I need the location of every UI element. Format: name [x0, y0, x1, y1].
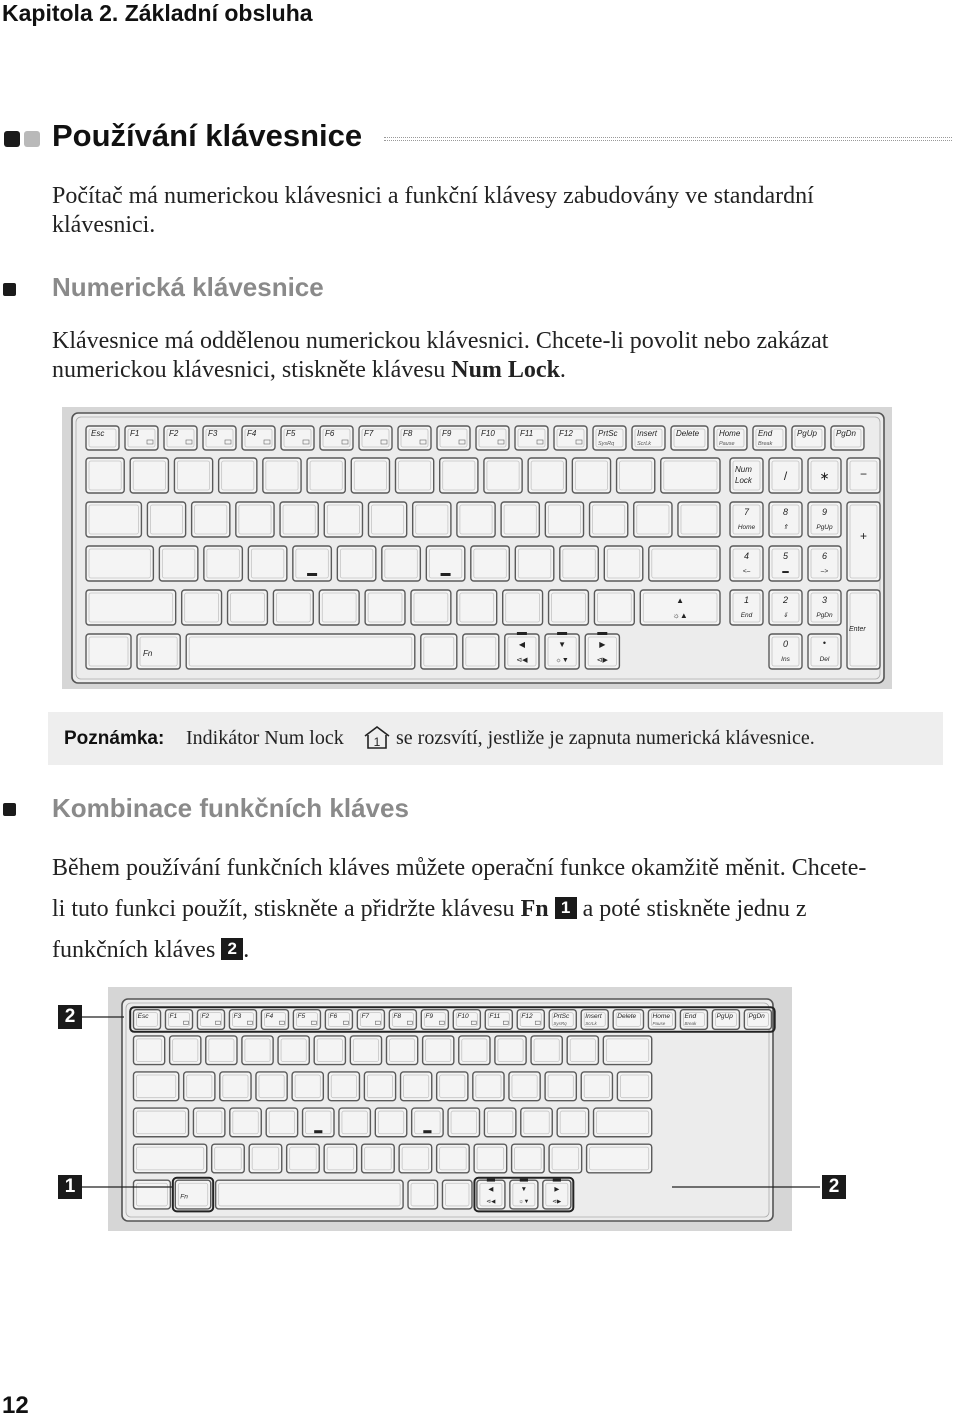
svg-text:▲: ▲ — [676, 596, 685, 605]
key — [368, 502, 406, 537]
svg-text:End: End — [740, 612, 753, 619]
svg-text:7: 7 — [743, 507, 750, 517]
text: li tuto funkci použít, stiskněte a přidržte klávesu — [52, 896, 521, 922]
key — [319, 590, 359, 625]
key — [307, 458, 345, 493]
callout-badge-1: 1 — [555, 897, 577, 919]
key — [411, 590, 451, 625]
key — [515, 546, 553, 581]
key — [457, 590, 497, 625]
svg-text:F6: F6 — [325, 429, 335, 438]
key-f7 — [359, 426, 392, 450]
svg-text:Pause: Pause — [652, 1021, 666, 1027]
key-plus — [847, 502, 880, 581]
section-rule — [384, 137, 952, 141]
num-lock-key-name: Num Lock — [451, 357, 560, 383]
svg-text:Delete: Delete — [676, 429, 700, 438]
svg-text:0: 0 — [782, 639, 789, 649]
key — [293, 546, 331, 581]
svg-text:2: 2 — [782, 595, 789, 605]
svg-text:ScrLk: ScrLk — [585, 1021, 597, 1027]
numpad-paragraph — [52, 327, 828, 385]
key-delete — [671, 426, 708, 450]
key — [649, 546, 720, 581]
svg-text:F10: F10 — [481, 429, 495, 438]
key — [248, 546, 286, 581]
key — [617, 458, 655, 493]
svg-text:6: 6 — [821, 551, 828, 561]
svg-text:4: 4 — [743, 551, 750, 561]
svg-text:⇓: ⇓ — [782, 612, 789, 619]
svg-text:F7: F7 — [364, 429, 374, 438]
key — [86, 458, 124, 493]
key-arrow — [585, 632, 619, 669]
svg-text:F1: F1 — [169, 1012, 178, 1020]
key-minus — [847, 458, 880, 493]
key — [130, 458, 168, 493]
svg-text:Esc: Esc — [137, 1012, 149, 1020]
key-f6 — [320, 426, 353, 450]
svg-text:−: − — [859, 467, 868, 481]
key-f3 — [203, 426, 236, 450]
svg-text:Home: Home — [737, 524, 756, 531]
svg-text:F4: F4 — [247, 429, 257, 438]
key-f10 — [476, 426, 509, 450]
svg-text:F4: F4 — [265, 1012, 274, 1020]
svg-text:Insert: Insert — [585, 1012, 602, 1020]
svg-text:F8: F8 — [403, 429, 413, 438]
key-f12 — [554, 426, 587, 450]
text: . — [559, 357, 566, 383]
key — [426, 546, 464, 581]
callout-badge-2: 2 — [221, 938, 243, 960]
svg-text:∗: ∗ — [819, 469, 830, 483]
svg-text:▬: ▬ — [782, 568, 789, 575]
key-enter — [847, 590, 880, 669]
svg-text:F9: F9 — [425, 1012, 434, 1020]
key-ctrl-right — [463, 634, 499, 669]
svg-text:F1: F1 — [130, 429, 140, 438]
svg-text:PgDn: PgDn — [816, 612, 833, 619]
svg-text:F11: F11 — [520, 429, 534, 438]
num-lock-indicator-icon — [362, 725, 392, 751]
section-header — [2, 118, 952, 158]
svg-text:F5: F5 — [286, 429, 296, 438]
note-label: Poznámka: — [64, 728, 165, 749]
text: a poté stiskněte jednu z — [576, 896, 807, 922]
key — [147, 502, 185, 537]
svg-text:PgUp: PgUp — [816, 524, 833, 531]
key — [204, 546, 242, 581]
svg-text:Insert: Insert — [637, 429, 658, 438]
key-numpad-5 — [769, 546, 802, 581]
svg-text:<–: <– — [742, 568, 751, 575]
text: funkčních kláves — [52, 937, 222, 963]
key — [640, 590, 720, 625]
key — [413, 502, 451, 537]
note-text: Indikátor Num lock — [186, 727, 344, 749]
svg-text:PrtSc: PrtSc — [598, 429, 618, 438]
key — [382, 546, 420, 581]
intro-line: Počítač má numerickou klávesnici a funkční klávesy zabudovány ve standardní — [52, 183, 814, 209]
key-alt — [421, 634, 457, 669]
svg-text:◀: ◀ — [488, 1185, 494, 1193]
fn-line — [52, 889, 957, 930]
key-home — [714, 426, 747, 450]
svg-text:Fn: Fn — [143, 649, 153, 658]
key-arrow — [505, 632, 539, 669]
key — [549, 590, 589, 625]
svg-text:Home: Home — [718, 429, 741, 438]
fn-line: Během používání funkčních kláves můžete operační funkce okamžitě měnit. Chcete- — [52, 855, 867, 881]
key — [192, 502, 230, 537]
svg-text:F2: F2 — [201, 1012, 210, 1020]
key — [503, 590, 543, 625]
callout-1: 1 — [58, 1175, 82, 1199]
key-numpad-6 — [808, 546, 841, 581]
svg-text:Num: Num — [735, 465, 752, 474]
svg-text:1: 1 — [743, 595, 750, 605]
note-text: se rozsvítí, jestliže je zapnuta numerická klávesnice. — [396, 727, 815, 749]
key — [484, 458, 522, 493]
svg-text:•: • — [822, 638, 827, 648]
svg-text:☼▼: ☼▼ — [518, 1199, 530, 1206]
key-numpad-1 — [730, 590, 763, 625]
key-numpad-9 — [808, 502, 841, 537]
key — [560, 546, 598, 581]
svg-text:⊲◀: ⊲◀ — [486, 1199, 496, 1206]
key — [678, 502, 720, 537]
key-insert — [632, 426, 665, 450]
svg-text:End: End — [684, 1012, 697, 1020]
svg-text:PgDn: PgDn — [835, 429, 856, 438]
svg-text:Delete: Delete — [617, 1012, 637, 1020]
key-f8 — [398, 426, 431, 450]
text: numerickou klávesnici, stiskněte klávesu — [52, 357, 452, 383]
square-bullet-icon — [24, 131, 40, 147]
indicator-digit: 1 — [373, 735, 381, 749]
square-bullet-icon — [3, 803, 16, 816]
intro-paragraph — [52, 182, 814, 240]
svg-text:9: 9 — [821, 507, 828, 517]
key — [572, 458, 610, 493]
key-prtsc — [593, 426, 626, 450]
key-f2 — [164, 426, 197, 450]
callout-leader-lines — [80, 1010, 840, 1210]
key — [351, 458, 389, 493]
page-number: 12 — [2, 1392, 29, 1419]
key-f1 — [125, 426, 158, 450]
key-space — [186, 634, 415, 669]
key — [457, 502, 495, 537]
key — [86, 546, 153, 581]
callout-2: 2 — [58, 1005, 82, 1029]
chapter-title: Kapitola 2. Základní obsluha — [2, 0, 313, 26]
key — [634, 502, 672, 537]
key — [324, 502, 362, 537]
fn-line — [52, 930, 957, 971]
key-num-lock — [730, 458, 763, 493]
key — [236, 502, 274, 537]
svg-text:Esc: Esc — [91, 429, 105, 438]
svg-text:⇑: ⇑ — [782, 524, 789, 531]
key-f9 — [437, 426, 470, 450]
svg-text:–>: –> — [820, 568, 829, 575]
key-numpad-2 — [769, 590, 802, 625]
numpad-line — [52, 356, 828, 385]
key-divide — [769, 458, 802, 493]
key — [86, 590, 176, 625]
key-arrow — [545, 632, 579, 669]
key — [604, 546, 642, 581]
svg-text:+: + — [859, 529, 868, 543]
square-bullet-icon — [3, 283, 16, 296]
key-numpad-3 — [808, 590, 841, 625]
key — [273, 590, 313, 625]
svg-text:/: / — [783, 469, 788, 483]
fn-combo-paragraph — [52, 848, 957, 971]
svg-text:Del: Del — [819, 656, 830, 663]
svg-text:☼▼: ☼▼ — [555, 657, 569, 664]
key-numpad-dot — [808, 634, 841, 669]
svg-text:F6: F6 — [329, 1012, 338, 1020]
key — [174, 458, 212, 493]
svg-text:5: 5 — [782, 551, 789, 561]
svg-text:Ins: Ins — [781, 656, 790, 663]
svg-text:Home: Home — [652, 1012, 670, 1020]
svg-text:F12: F12 — [521, 1012, 533, 1020]
svg-text:F8: F8 — [393, 1012, 402, 1020]
svg-text:▼: ▼ — [520, 1185, 528, 1193]
fn-combo-heading: Kombinace funkčních kláves — [52, 793, 409, 823]
key-f11 — [515, 426, 548, 450]
key — [337, 546, 375, 581]
svg-text:F9: F9 — [442, 429, 452, 438]
svg-text:F2: F2 — [169, 429, 179, 438]
svg-text:⊲▶: ⊲▶ — [552, 1199, 562, 1206]
key — [471, 546, 509, 581]
key — [263, 458, 301, 493]
key-f5 — [281, 426, 314, 450]
svg-text:F12: F12 — [559, 429, 573, 438]
key — [528, 458, 566, 493]
key-numpad-0 — [769, 634, 802, 669]
key — [219, 458, 257, 493]
key — [280, 502, 318, 537]
key-f4 — [242, 426, 275, 450]
numpad-heading: Numerická klávesnice — [52, 272, 324, 302]
svg-text:PgDn: PgDn — [748, 1012, 765, 1020]
key — [159, 546, 197, 581]
svg-text:Break: Break — [684, 1021, 697, 1027]
key-ctrl — [86, 634, 131, 669]
svg-text:ScrLk: ScrLk — [637, 441, 652, 447]
key — [395, 458, 433, 493]
svg-text:8: 8 — [782, 507, 789, 517]
key-end — [753, 426, 786, 450]
fn-key-name: Fn — [520, 896, 549, 922]
keyboard-figure-numpad — [62, 407, 892, 689]
key — [365, 590, 405, 625]
svg-text:SysRq: SysRq — [598, 441, 615, 447]
intro-line: klávesnici. — [52, 212, 156, 238]
svg-text:F5: F5 — [297, 1012, 306, 1020]
key — [86, 502, 141, 537]
square-bullet-icon — [4, 131, 20, 147]
svg-text:▶: ▶ — [599, 640, 606, 649]
svg-text:Enter: Enter — [849, 626, 866, 633]
key — [545, 502, 583, 537]
svg-text:Lock: Lock — [735, 476, 752, 485]
svg-text:3: 3 — [821, 595, 828, 605]
svg-text:End: End — [757, 429, 773, 438]
key-fn — [137, 634, 180, 669]
svg-text:Fn: Fn — [180, 1193, 188, 1201]
svg-text:Break: Break — [757, 441, 773, 447]
key — [501, 502, 539, 537]
svg-text:F3: F3 — [233, 1012, 242, 1020]
svg-text:PrtSc: PrtSc — [553, 1012, 570, 1020]
svg-text:◀: ◀ — [518, 640, 525, 649]
key — [440, 458, 478, 493]
section-title: Používání klávesnice — [52, 118, 363, 153]
svg-text:F10: F10 — [457, 1012, 469, 1020]
svg-text:⊲◀: ⊲◀ — [516, 657, 528, 664]
key-numpad-8 — [769, 502, 802, 537]
key — [661, 458, 720, 493]
svg-text:PgUp: PgUp — [716, 1012, 733, 1020]
key — [182, 590, 222, 625]
svg-text:Pause: Pause — [718, 441, 735, 447]
key-numpad-7 — [730, 502, 763, 537]
key — [590, 502, 628, 537]
svg-text:▶: ▶ — [554, 1185, 560, 1193]
svg-text:SysRq: SysRq — [553, 1021, 567, 1027]
numpad-line: Klávesnice má oddělenou numerickou klávesnici. Chcete-li povolit nebo zakázat — [52, 328, 829, 354]
svg-text:☼▲: ☼▲ — [672, 611, 688, 620]
key-pgup — [792, 426, 825, 450]
svg-text:PgUp: PgUp — [796, 429, 817, 438]
svg-text:F11: F11 — [489, 1012, 501, 1020]
keyboard-illustration — [62, 407, 892, 689]
key — [228, 590, 268, 625]
key-multiply — [808, 458, 841, 493]
svg-text:F3: F3 — [208, 429, 218, 438]
key-numpad-4 — [730, 546, 763, 581]
svg-text:▼: ▼ — [558, 640, 567, 649]
svg-text:F7: F7 — [361, 1012, 370, 1020]
note-box — [48, 712, 943, 765]
text: . — [243, 937, 250, 963]
key — [594, 590, 634, 625]
callout-2: 2 — [822, 1175, 846, 1199]
key-pgdn — [831, 426, 864, 450]
key-esc — [86, 426, 119, 450]
svg-text:⊲▶: ⊲▶ — [596, 657, 608, 664]
